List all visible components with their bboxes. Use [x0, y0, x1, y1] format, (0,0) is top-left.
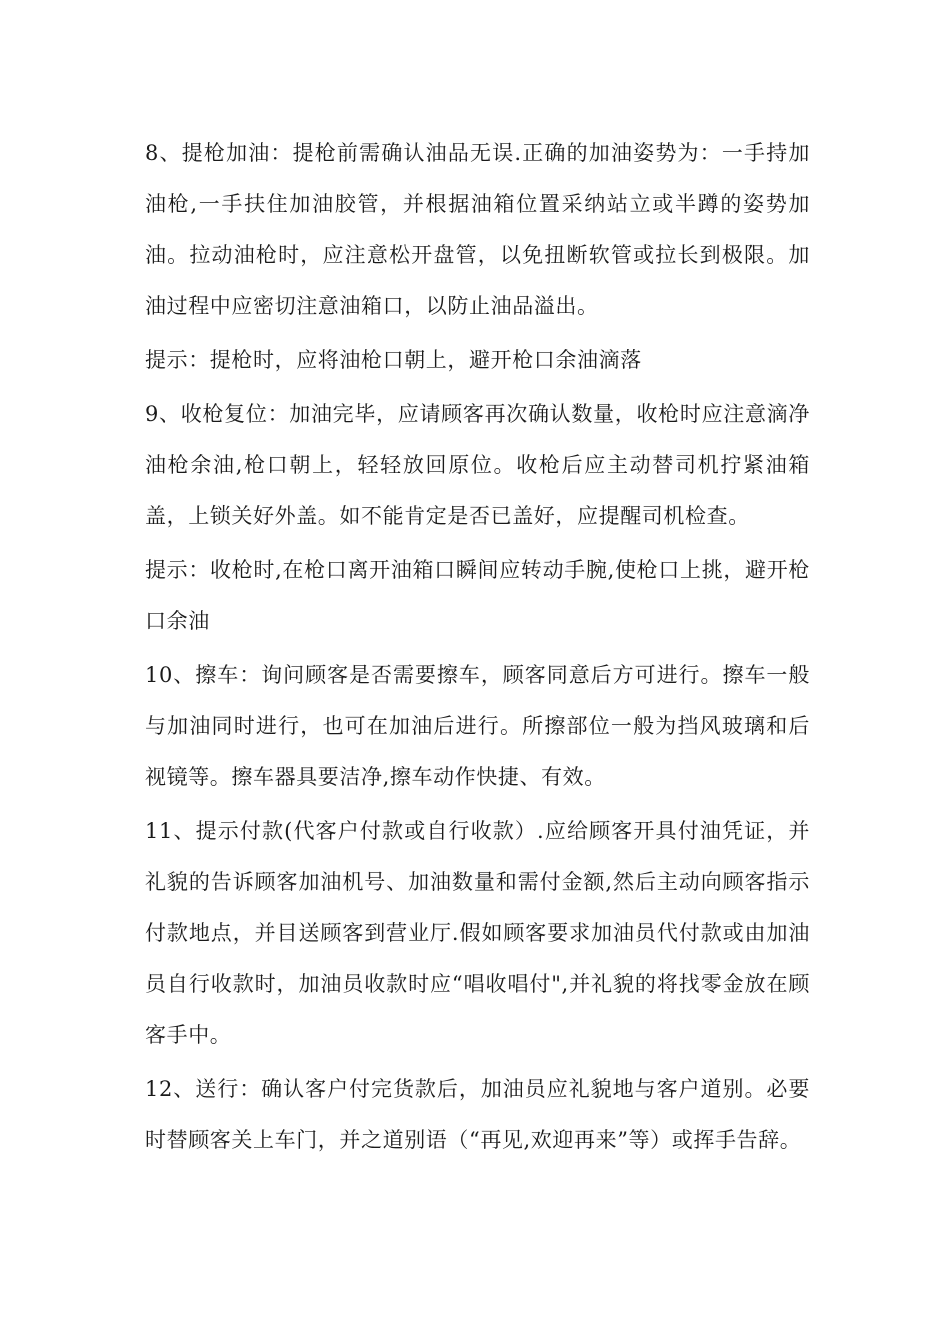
paragraph-step-10: 10、擦车：询问顾客是否需要擦车，顾客同意后方可进行。擦车一般与加油同时进行，也可在加油后进行。所擦部位一般为挡风玻璃和后视镜等。擦车器具要洁净,擦车动作快捷、有效。: [145, 663, 810, 789]
paragraph-step-11: 11、提示付款(代客户付款或自行收款）.应给顾客开具付油凭证，并礼貌的告诉顾客加油机号、加油数量和需付金额,然后主动向顾客指示付款地点，并目送顾客到营业厅.假如顾客要求加油员代付款或由加油员自行收款时，加油员收款时应“唱收唱付",并礼貌的将找零金放在顾客手中。: [145, 819, 810, 1047]
paragraph-step-8-tip: 提示：提枪时，应将油枪口朝上，避开枪口余油滴落: [145, 348, 642, 372]
paragraph-step-8: 8、提枪加油：提枪前需确认油品无误.正确的加油姿势为：一手持加油枪,一手扶住加油胶管，并根据油箱位置采纳站立或半蹲的姿势加油。拉动油枪时，应注意松开盘管，以免扭断软管或拉长到极限。加油过程中应密切注意油箱口，以防止油品溢出。: [145, 141, 810, 318]
paragraph-step-12: 12、送行：确认客户付完货款后，加油员应礼貌地与客户道别。必要时替顾客关上车门，并之道别语（“再见,欢迎再来”等）或挥手告辞。: [145, 1077, 810, 1152]
paragraph-step-9-tip: 提示：收枪时,在枪口离开油箱口瞬间应转动手腕,使枪口上挑，避开枪口余油: [145, 558, 810, 633]
document-body: [145, 128, 810, 1166]
paragraph-step-9: 9、收枪复位：加油完毕，应请顾客再次确认数量，收枪时应注意滴净油枪余油,枪口朝上，轻轻放回原位。收枪后应主动替司机拧紧油箱盖，上锁关好外盖。如不能肯定是否已盖好，应提醒司机检查。: [145, 402, 810, 528]
